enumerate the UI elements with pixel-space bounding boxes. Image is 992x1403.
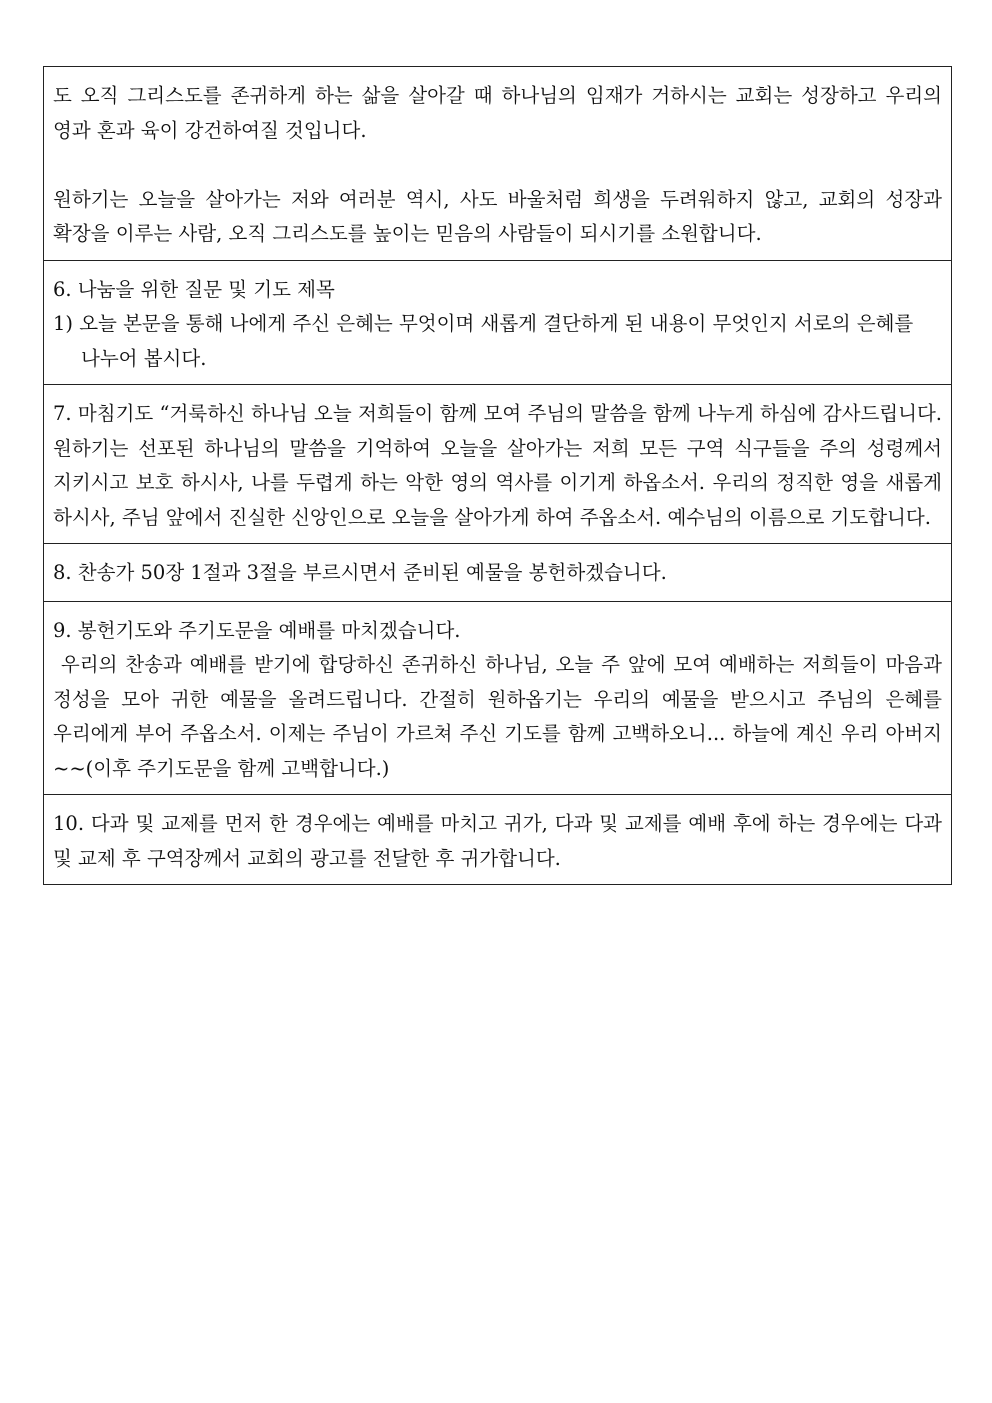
section-fellowship-cell bbox=[44, 795, 952, 885]
sharing-question-1: 1) 오늘 본문을 통해 나에게 주신 은혜는 무엇이며 새롭게 결단하게 된 내용이 무엇인지 서로의 은혜를 나누어 봅시다. bbox=[53, 312, 914, 370]
section-sermon-conclusion-row bbox=[44, 67, 952, 261]
section-hymn-row bbox=[44, 544, 952, 602]
section-closing-prayer-cell bbox=[44, 385, 952, 544]
section-hymn-cell bbox=[44, 544, 952, 602]
fellowship-text: 10. 다과 및 교제를 먼저 한 경우에는 예배를 마치고 귀가, 다과 및 교제를 예배 후에 하는 경우에는 다과 및 교제 후 구역장께서 교회의 광고를 전달한 후 귀가합니다. bbox=[53, 812, 942, 870]
section-offering-prayer-cell bbox=[44, 601, 952, 795]
section-fellowship-row bbox=[44, 795, 952, 885]
section-offering-prayer-row bbox=[44, 601, 952, 795]
section-closing-prayer-row bbox=[44, 385, 952, 544]
closing-prayer-text: 7. 마침기도 “거룩하신 하나님 오늘 저희들이 함께 모여 주님의 말씀을 함께 나누게 하심에 감사드립니다. 원하기는 선포된 하나님의 말씀을 기억하여 오늘을 살아가는 저희 모든 구역 식구들을 주의 성령께서 지키시고 보호 하시사, 나를 두렵게 하는 악한 영의 역사를 이기게 하옵소서. 우리의 정직한 영을 새롭게 하시사, 주님 앞에서 진실한 신앙인으로 오늘을 살아가게 하여 주옵소서. 예수님의 이름으로 기도합니다. bbox=[53, 402, 942, 529]
hymn-text: 8. 찬송가 50장 1절과 3절을 부르시면서 준비된 예물을 봉헌하겠습니다. bbox=[53, 561, 667, 584]
offering-prayer-text: 우리의 찬송과 예배를 받기에 합당하신 존귀하신 하나님, 오늘 주 앞에 모여 예배하는 저희들이 마음과 정성을 모아 귀한 예물을 올려드립니다. 간절히 원하옵기는 우리의 예물을 받으시고 주님의 은혜를 우리에게 부어 주옵소서. 이제는 주님이 가르쳐 주신 기도를 함께 고백하오니... 하늘에 계신 우리 아버지~~(이후 주기도문을 함께 고백합니다.) bbox=[53, 653, 949, 780]
section-sharing-cell bbox=[44, 260, 952, 385]
section-sharing-row bbox=[44, 260, 952, 385]
sermon-conclusion-paragraph: 도 오직 그리스도를 존귀하게 하는 삶을 살아갈 때 하나님의 임재가 거하시는 교회는 성장하고 우리의 영과 혼과 육이 강건하여질 것입니다. bbox=[53, 84, 942, 142]
sharing-heading: 6. 나눔을 위한 질문 및 기도 제목 bbox=[53, 277, 335, 301]
offering-heading: 9. 봉헌기도와 주기도문을 예배를 마치겠습니다. bbox=[53, 618, 461, 642]
section-sermon-conclusion-cell bbox=[44, 67, 952, 261]
sermon-wish-paragraph: 원하기는 오늘을 살아가는 저와 여러분 역시, 사도 바울처럼 희생을 두려워하지 않고, 교회의 성장과 확장을 이루는 사람, 오직 그리스도를 높이는 믿음의 사람들이 되시기를 소원합니다. bbox=[53, 187, 942, 245]
worship-guide-table bbox=[43, 66, 952, 885]
paragraph-gap bbox=[53, 148, 942, 183]
